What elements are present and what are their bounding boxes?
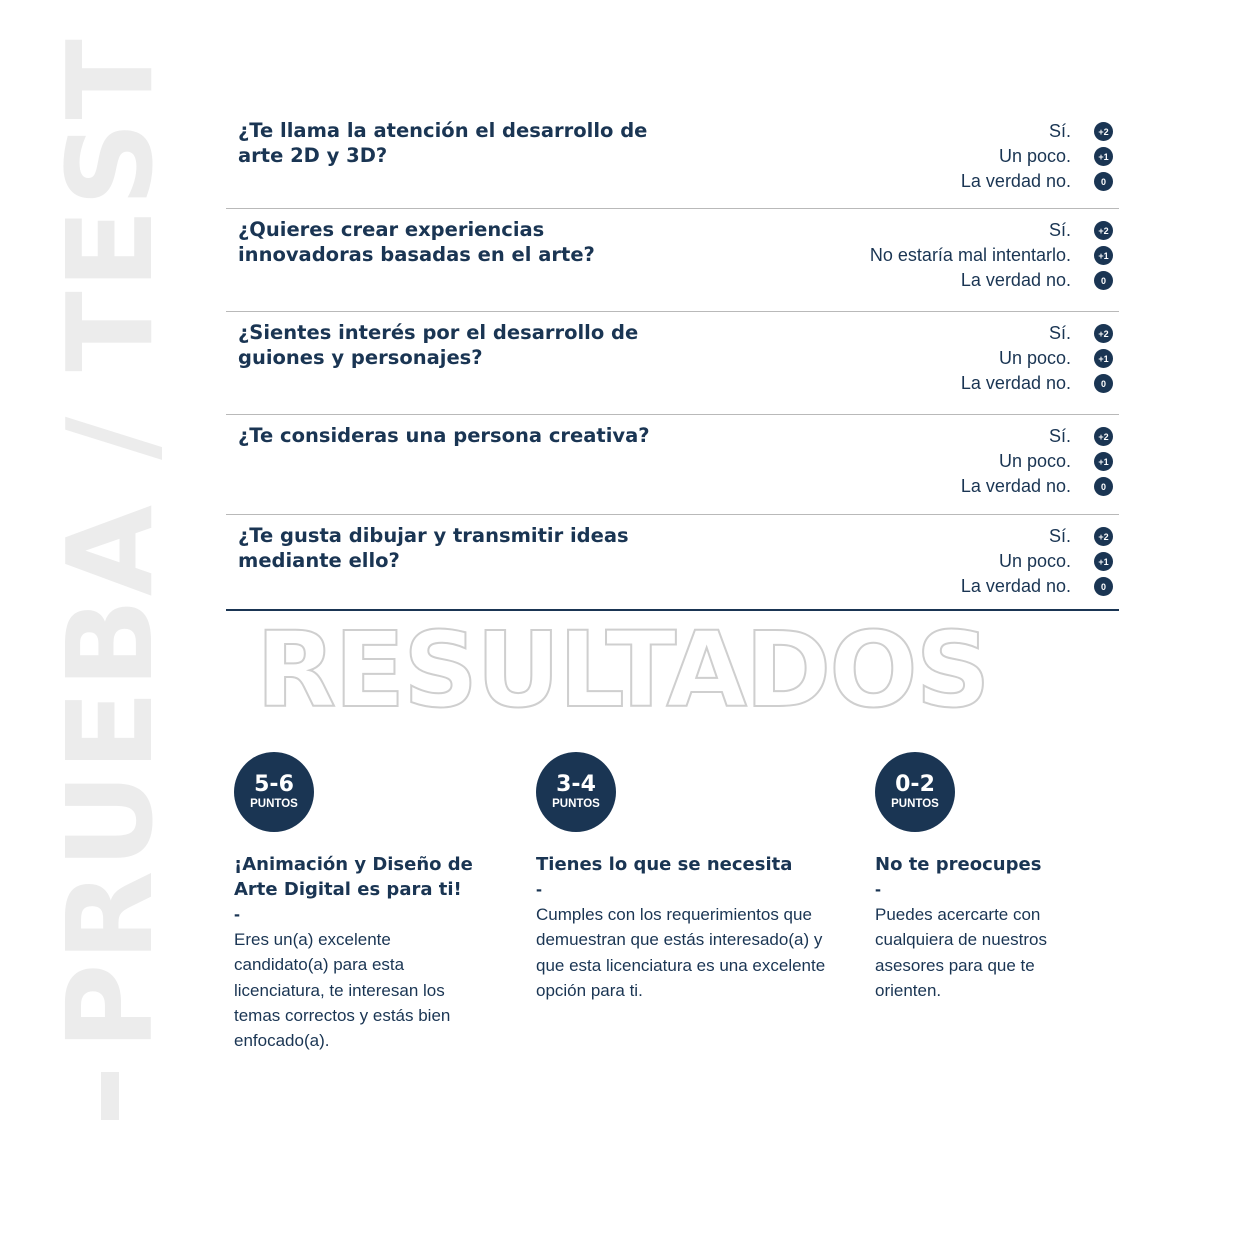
points-badge: 0 [1094, 271, 1113, 290]
result-card [234, 752, 474, 1053]
option-label: Un poco. [998, 146, 1071, 166]
result-body: Eres un(a) excelente candidato(a) para esta licenciatura, te interesan los temas correctos y estás bien enfocado(a). [234, 930, 451, 1051]
result-card [536, 752, 831, 1003]
points-badge: +1 [1094, 452, 1113, 471]
option-item[interactable] [961, 371, 1119, 396]
points-badge: +2 [1094, 221, 1113, 240]
result-body: Puedes acercarte con cualquiera de nuestros asesores para que te orienten. [875, 905, 1048, 1000]
option-item[interactable] [961, 424, 1119, 449]
points-badge: 0 [1094, 577, 1113, 596]
option-item[interactable] [870, 268, 1119, 293]
question-text: ¿Te gusta dibujar y transmitir ideas mediante ello? [238, 524, 629, 572]
question-block [226, 110, 1119, 209]
result-body: Cumples con los requerimientos que demuestran que estás interesado(a) y que esta licenciatura es una excelente opción para ti. [536, 905, 826, 1000]
points-badge: +1 [1094, 349, 1113, 368]
option-label: Sí. [1048, 220, 1071, 240]
points-badge: +2 [1094, 427, 1113, 446]
option-item[interactable] [961, 119, 1119, 144]
points-unit: PUNTOS [891, 798, 939, 810]
side-title-text: PRUEBA / TEST [41, 37, 179, 1050]
points-badge: 0 [1094, 374, 1113, 393]
points-range: 0-2 [895, 772, 935, 797]
side-title [40, 37, 180, 1120]
option-label: No estaría mal intentarlo. [869, 245, 1071, 265]
points-circle [536, 752, 616, 832]
question-text: ¿Te consideras una persona creativa? [238, 424, 650, 447]
points-range: 5-6 [254, 772, 294, 797]
option-label: Un poco. [998, 348, 1071, 368]
option-item[interactable] [961, 574, 1119, 599]
option-item[interactable] [870, 218, 1119, 243]
result-dash: - [536, 879, 542, 899]
points-unit: PUNTOS [250, 798, 298, 810]
question-text: ¿Sientes interés por el desarrollo de guiones y personajes? [238, 321, 639, 369]
option-item[interactable] [961, 474, 1119, 499]
points-unit: PUNTOS [552, 798, 600, 810]
option-label: La verdad no. [960, 270, 1071, 290]
option-label: La verdad no. [960, 476, 1071, 496]
question-block [226, 415, 1119, 515]
question-text: ¿Te llama la atención el desarrollo de arte 2D y 3D? [238, 119, 648, 167]
points-badge: +2 [1094, 122, 1113, 141]
option-label: La verdad no. [960, 171, 1071, 191]
points-badge: +2 [1094, 324, 1113, 343]
option-label: Sí. [1048, 323, 1071, 343]
options-list [961, 321, 1119, 396]
results-title: RESULTADOS [256, 609, 989, 731]
option-item[interactable] [961, 549, 1119, 574]
options-list [961, 119, 1119, 194]
points-badge: +1 [1094, 147, 1113, 166]
result-heading: ¡Animación y Diseño de Arte Digital es para ti! [234, 854, 473, 900]
points-range: 3-4 [556, 772, 596, 797]
points-badge: +1 [1094, 552, 1113, 571]
result-dash: - [875, 879, 881, 899]
points-circle [234, 752, 314, 832]
option-item[interactable] [961, 346, 1119, 371]
points-badge: 0 [1094, 477, 1113, 496]
option-label: Sí. [1048, 121, 1071, 141]
question-block [226, 312, 1119, 415]
points-badge: 0 [1094, 172, 1113, 191]
result-heading: No te preocupes [875, 854, 1042, 875]
options-list [961, 524, 1119, 599]
option-label: Sí. [1048, 526, 1071, 546]
points-circle [875, 752, 955, 832]
option-label: Un poco. [998, 451, 1071, 471]
option-item[interactable] [961, 169, 1119, 194]
options-list [870, 218, 1119, 293]
questions-list [226, 110, 1119, 611]
option-item[interactable] [961, 144, 1119, 169]
question-block [226, 209, 1119, 312]
points-badge: +2 [1094, 527, 1113, 546]
option-label: Un poco. [998, 551, 1071, 571]
side-title-bar [101, 1072, 119, 1120]
result-dash: - [234, 904, 240, 924]
question-block [226, 515, 1119, 611]
option-item[interactable] [870, 243, 1119, 268]
option-label: La verdad no. [960, 373, 1071, 393]
result-card [875, 752, 1085, 1003]
option-item[interactable] [961, 449, 1119, 474]
result-heading: Tienes lo que se necesita [536, 854, 793, 875]
question-text: ¿Quieres crear experiencias innovadoras basadas en el arte? [238, 218, 595, 266]
option-label: Sí. [1048, 426, 1071, 446]
option-label: La verdad no. [960, 576, 1071, 596]
option-item[interactable] [961, 321, 1119, 346]
option-item[interactable] [961, 524, 1119, 549]
points-badge: +1 [1094, 246, 1113, 265]
options-list [961, 424, 1119, 499]
